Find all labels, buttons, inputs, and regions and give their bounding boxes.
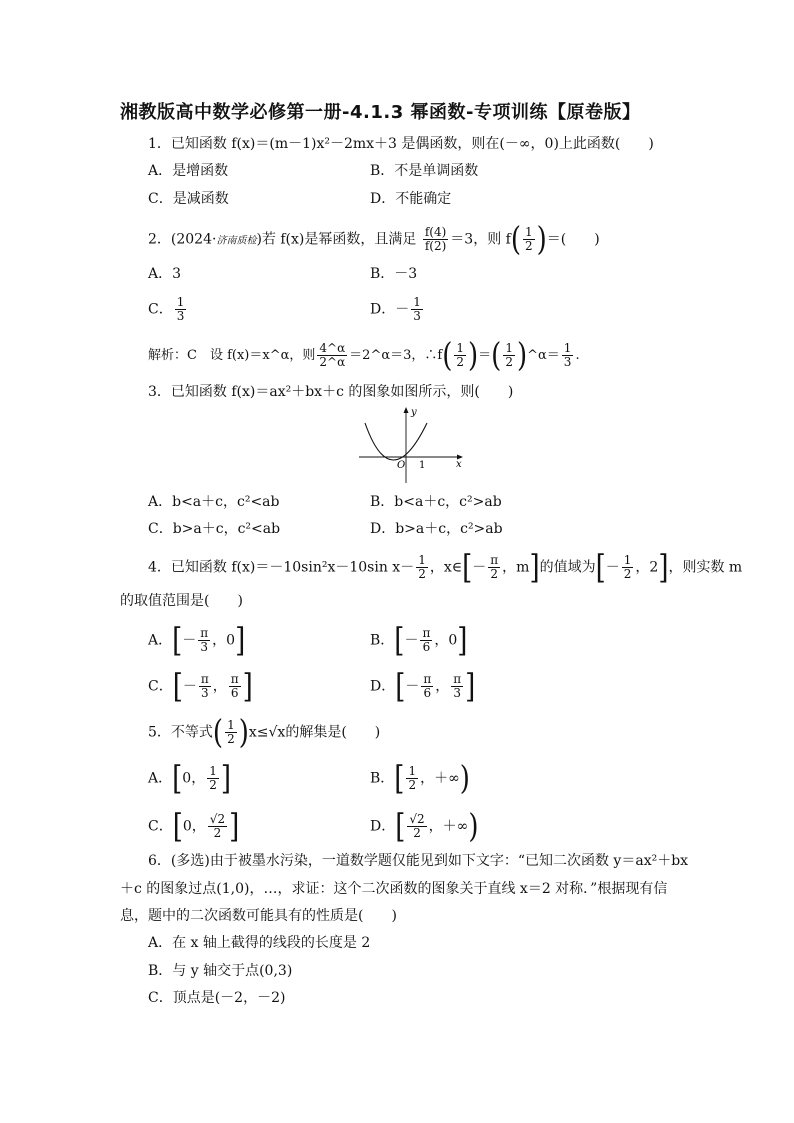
question-2-option-b: B．－3 [370,266,418,282]
question-6-line3: 息，题中的二次函数可能具有的性质是( ) [120,908,397,924]
question-2-option-d: D．－ $\frac{1}{3}$ [370,295,421,323]
question-6-line2: ＋c 的图象过点(1,0)，…，求证：这个二次函数的图象关于直线 x＝2 对称．”根据现有信 [120,881,668,897]
origin-label: O [397,460,406,471]
question-4-option-b: B．[－ $\frac{\pi}{6}$ ，0] [370,621,468,660]
question-1-option-a: A．是增函数 [148,163,229,179]
question-4-option-c: C．[－ $\frac{\pi}{3}$ ， $\frac{\pi}{6}$ ] [148,667,253,706]
question-1-option-b: B．不是单调函数 [370,163,479,179]
question-2-text: 2．(2024·济南质检)若 f(x)是幂函数，且满足 $\frac{f(4)}{f(2)}$ ＝3，则 f( $\frac{1}{2}$ )＝( ) [148,220,600,259]
question-6-option-a: A．在 x 轴上截得的线段的长度是 2 [148,935,371,951]
question-1-text: 1．已知函数 f(x)＝(m－1)x²－2mx＋3 是偶函数，则在(－∞，0)上此函数( ) [148,136,654,152]
question-2-option-c: C． $\frac{1}{3}$ [148,295,185,323]
question-5-option-b: B．[ $\frac{1}{2}$ ，＋∞) [370,759,470,798]
x-label: x [456,459,462,470]
source-label: 济南质检 [216,235,257,247]
fraction: $\frac{1}{2}$ [524,225,533,253]
question-6-option-b: B．与 y 轴交于点(0,3) [148,963,293,979]
y-axis-arrow [404,407,409,413]
page-title: 湘教版高中数学必修第一册-4.1.3 幂函数-专项训练【原卷版】 [120,102,641,123]
fraction: $\frac{f(4)}{f(2)}$ [424,225,447,253]
question-3-option-c: C．b>a＋c，c²<ab [148,521,281,537]
parabola-graph [355,405,467,485]
question-4-option-d: D．[－ $\frac{\pi}{6}$ ， $\frac{\pi}{3}$ ] [370,667,476,706]
question-3-option-a: A．b<a＋c，c²<ab [148,494,280,510]
question-5-text: 5．不等式( $\frac{1}{2}$ )x≤√x的解集是( ) [148,713,381,752]
question-3-option-b: B．b<a＋c，c²>ab [370,494,502,510]
question-4-text-line2: 的取值范围是( ) [120,593,243,609]
question-1-option-c: C．是减函数 [148,191,229,207]
question-4-text: 4．已知函数 f(x)＝－10sin²x－10sin x－ $\frac{1}{2}$ ，x∈[－ $\frac{\pi}{2}$ ，m]的值域为[－ $\frac{1}{2}$ ，2]，则实数 m [148,548,743,587]
question-3-option-d: D．b>a＋c，c²>ab [370,521,503,537]
question-2-option-a: A．3 [148,266,182,282]
question-5-option-c: C．[0， $\frac{√2}{2}$ ] [148,807,240,846]
question-3-text: 3．已知函数 f(x)＝ax²＋bx＋c 的图象如图所示，则( ) [148,384,514,400]
question-5-option-a: A．[0， $\frac{1}{2}$ ] [148,759,231,798]
question-6-line1: 6．(多选)由于被墨水污染，一道数学题仅能见到如下文字：“已知二次函数 y＝ax²＋bx [148,853,689,869]
question-4-option-a: A．[－ $\frac{\pi}{3}$ ，0] [148,621,246,660]
parabola-curve [365,423,427,460]
question-1-option-d: D．不能确定 [370,191,452,207]
solution-2: 解析：C 设 f(x)＝x^α，则 $\frac{4\^{}\alpha}{2\^{}\alpha}$ ＝2^α＝3，∴f( $\frac{1}{2}$ )＝( $\frac{1}{2}$ )^α＝ $\frac{1}{3}$ . [148,336,580,375]
tick-label-1: 1 [419,460,426,471]
question-5-option-d: D．[ $\frac{√2}{2}$ ，＋∞) [370,807,479,846]
y-label: y [411,407,417,418]
question-6-option-c: C．顶点是(－2，－2) [148,990,286,1006]
